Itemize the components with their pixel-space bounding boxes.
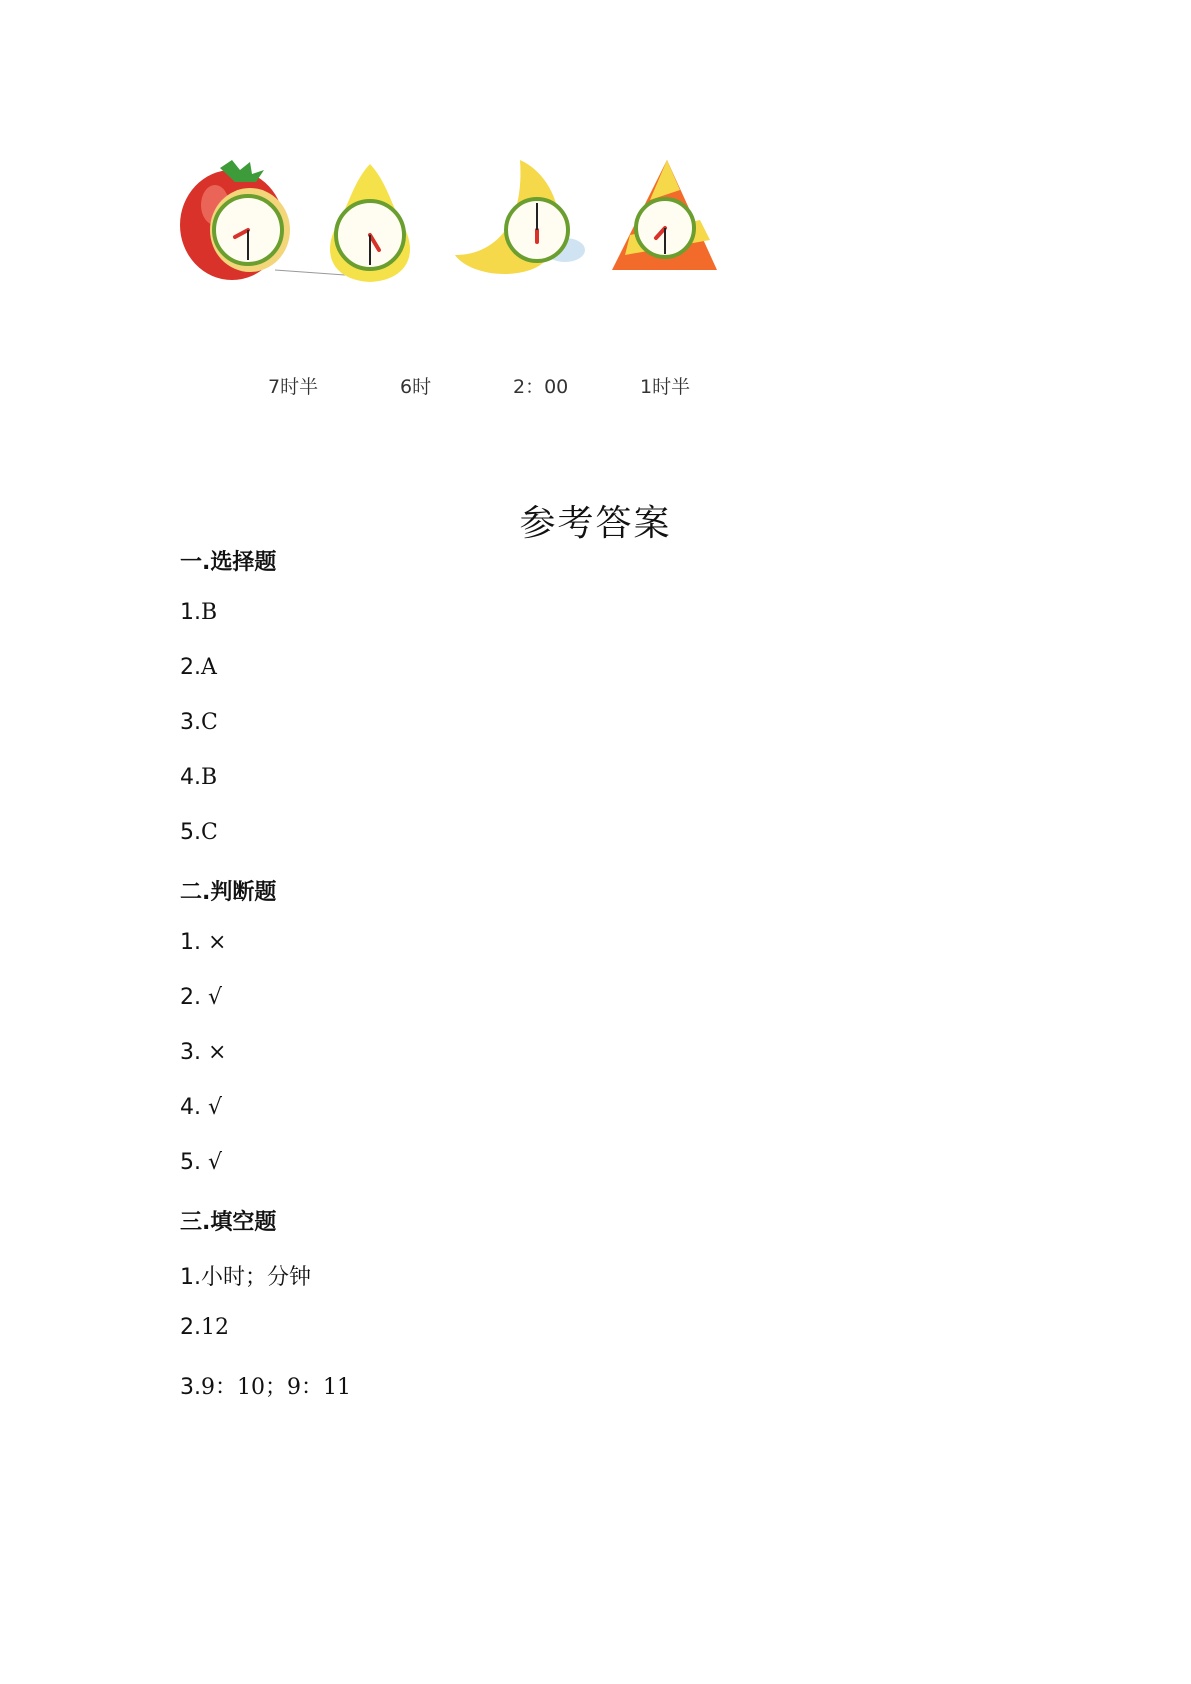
answer-number: 1.: [180, 600, 201, 625]
apple-clock-picture: [180, 160, 345, 280]
answer-number: 3.: [180, 710, 201, 735]
answer-number: 3.: [180, 1040, 201, 1065]
answer-number: 5.: [180, 1150, 201, 1175]
answer-item: [180, 1315, 229, 1340]
clock-label-3: 2：00: [513, 376, 569, 398]
answer-item: [180, 1150, 222, 1175]
answer-value: √: [208, 985, 223, 1010]
answer-item: [180, 1260, 311, 1291]
page-title: 参考答案: [519, 503, 672, 544]
answer-number: 1.: [180, 930, 201, 955]
pear-clock-picture: [330, 164, 410, 282]
clock-label-4: 1时半: [640, 376, 691, 398]
answer-value: 9：10；9：11: [201, 1375, 351, 1400]
answer-item: [180, 1370, 351, 1401]
answer-value: 小时；分钟: [201, 1265, 312, 1290]
section-heading-true-false: 二.判断题: [180, 880, 277, 905]
answer-value: B: [201, 765, 218, 790]
answer-value: 12: [201, 1315, 229, 1340]
answer-item: [180, 765, 217, 790]
answer-item: [180, 710, 218, 735]
answer-item: [180, 655, 217, 680]
party-hat-clock-picture: [612, 160, 717, 270]
answer-item: [180, 820, 218, 845]
answer-number: 4.: [180, 1095, 201, 1120]
moon-clock-picture: [455, 160, 585, 274]
clock-label-1: 7时半: [268, 376, 319, 398]
answer-value: √: [208, 1150, 223, 1175]
clock-illustrations: [180, 160, 800, 310]
answer-value: ×: [208, 1040, 227, 1065]
clock-time-labels: [0, 372, 1191, 402]
clock-pictures-svg: [180, 160, 800, 310]
answer-number: 2.: [180, 985, 201, 1010]
answer-number: 1.: [180, 1265, 201, 1290]
answer-number: 2.: [180, 655, 201, 680]
section-heading-choice: 一.选择题: [180, 550, 277, 575]
answer-value: A: [201, 655, 217, 680]
answer-item: [180, 1040, 226, 1065]
answer-number: 5.: [180, 820, 201, 845]
answer-number: 3.: [180, 1375, 201, 1400]
answer-item: [180, 600, 217, 625]
section-heading-fill-in: 三.填空题: [180, 1210, 277, 1235]
answer-number: 4.: [180, 765, 201, 790]
clock-label-2: 6时: [400, 376, 432, 398]
answer-item: [180, 930, 226, 955]
answer-item: [180, 1095, 222, 1120]
answer-item: [180, 985, 222, 1010]
answer-value: √: [208, 1095, 223, 1120]
answer-value: C: [201, 710, 218, 735]
answer-value: B: [201, 600, 218, 625]
answer-value: C: [201, 820, 218, 845]
answer-value: ×: [208, 930, 227, 955]
answer-number: 2.: [180, 1315, 201, 1340]
